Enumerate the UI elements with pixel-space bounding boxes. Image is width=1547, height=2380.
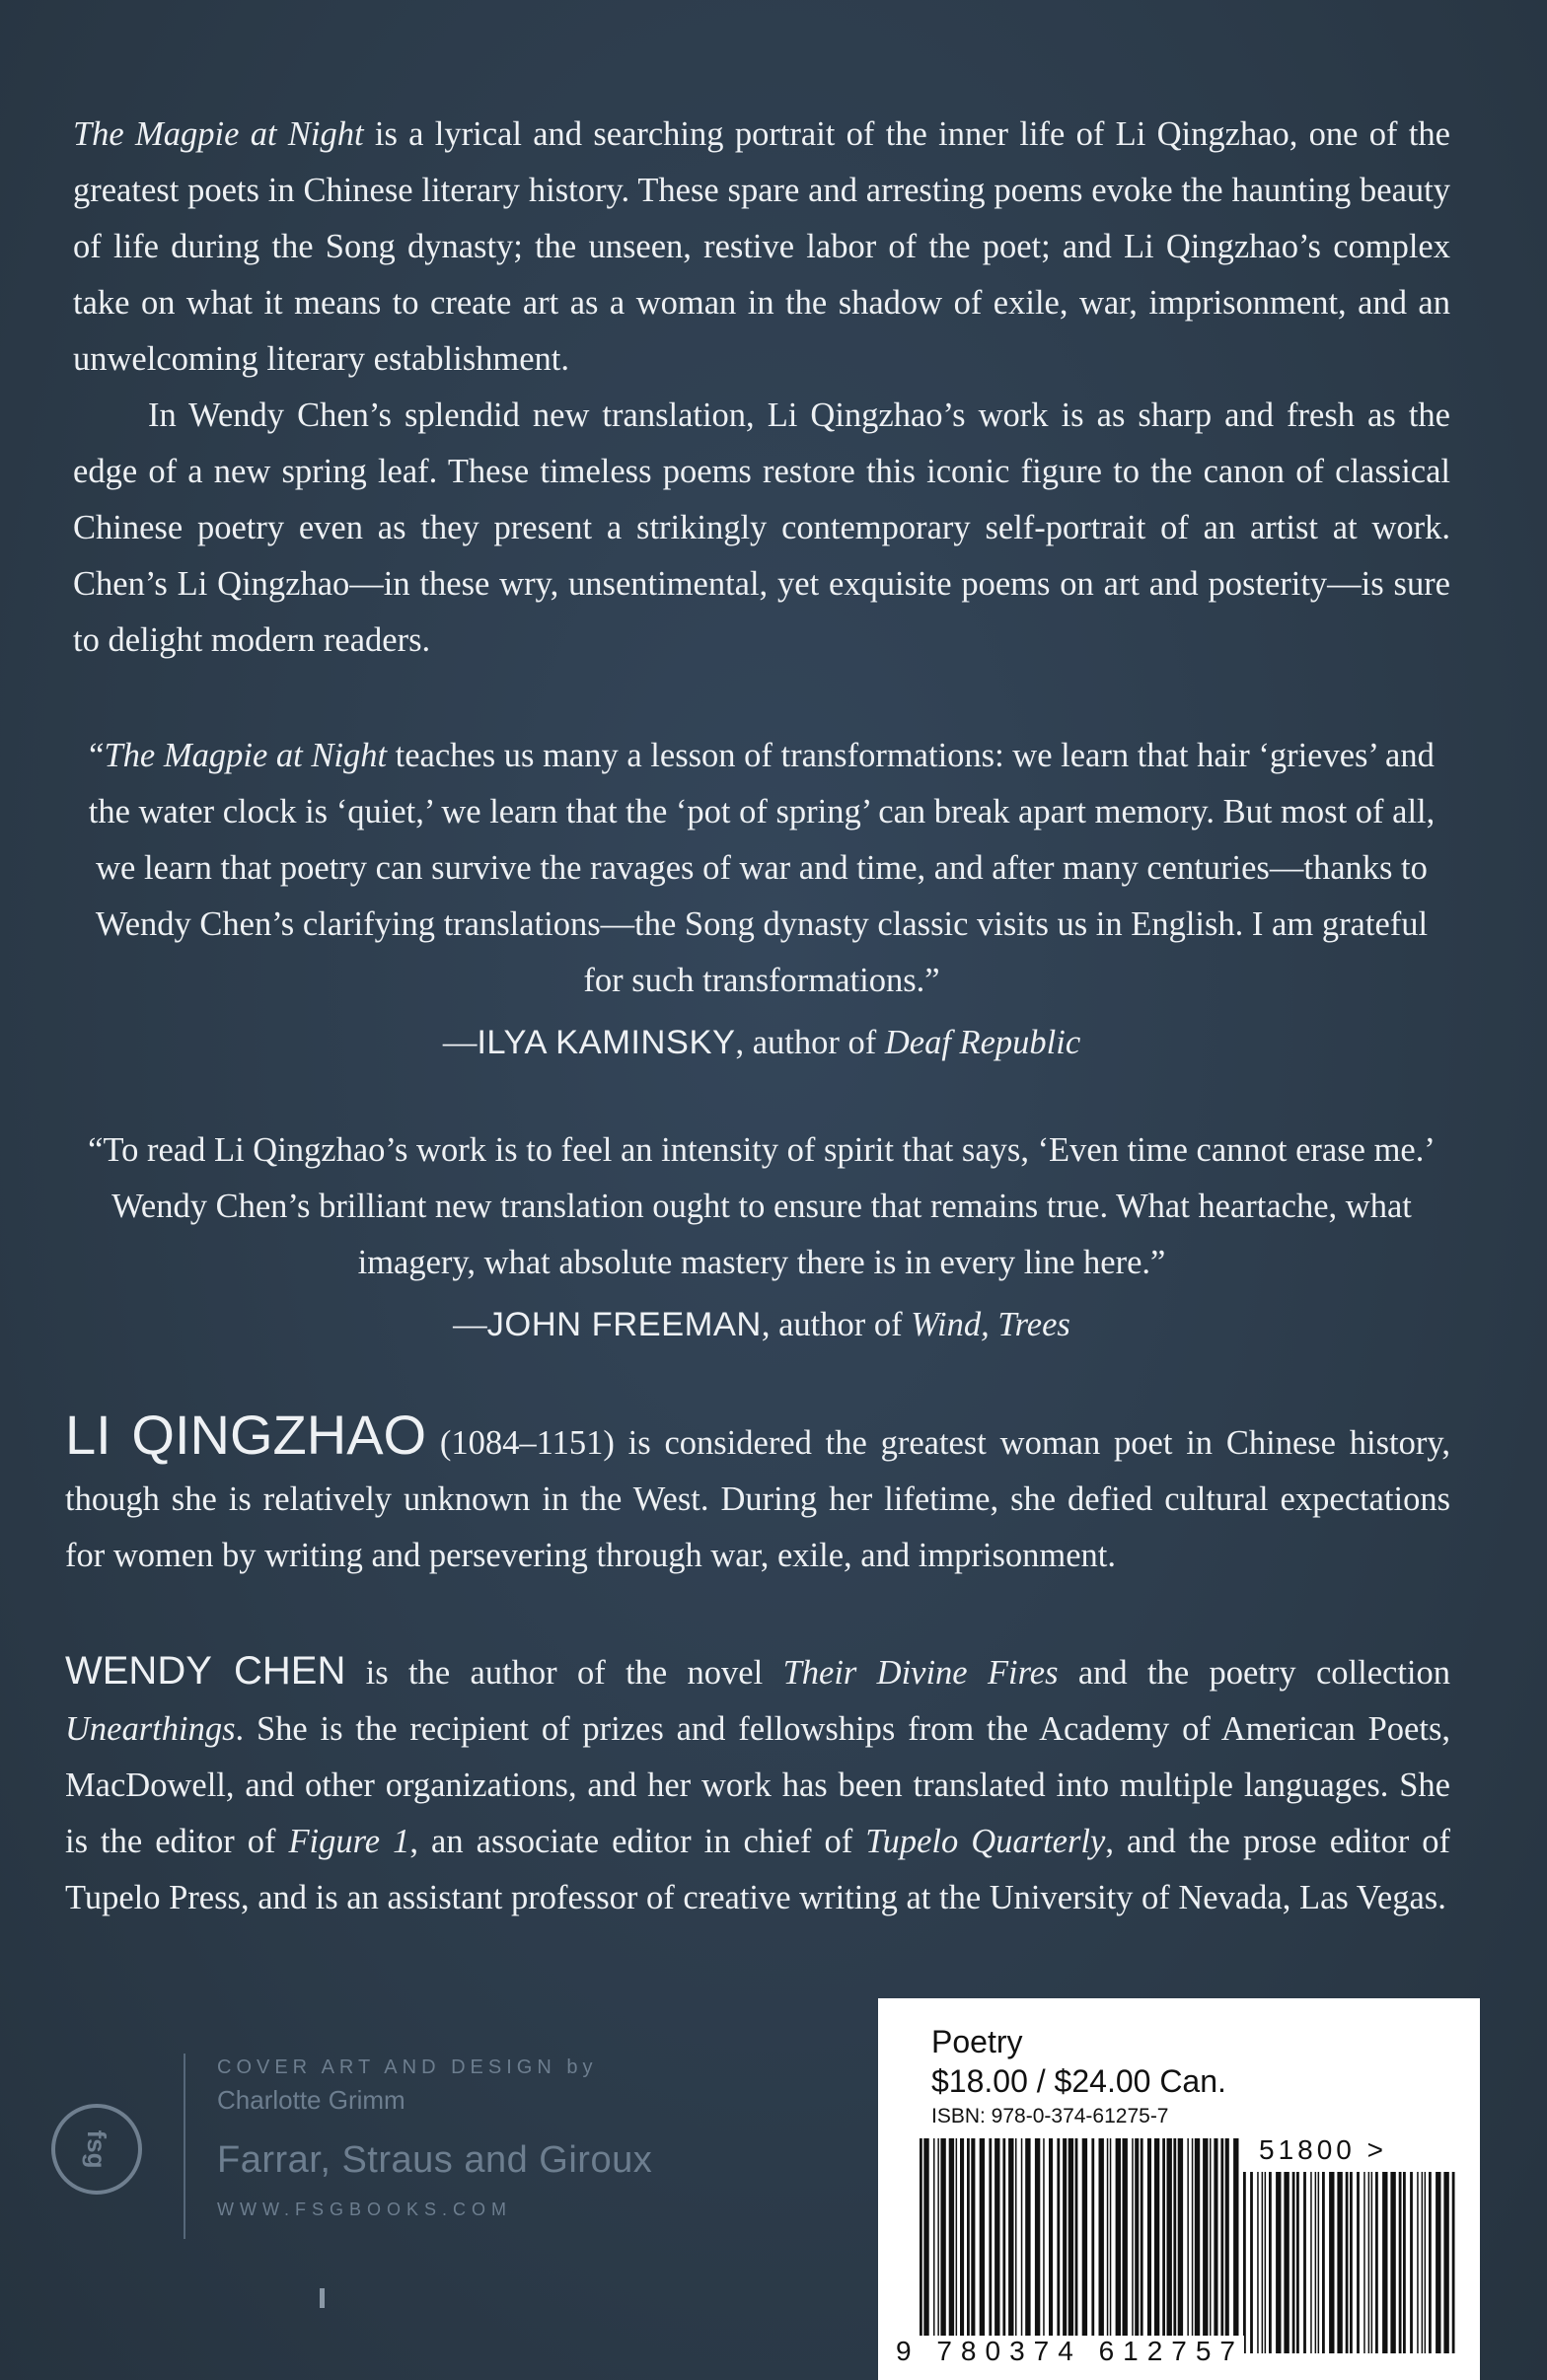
price-barcode — [1241, 2172, 1458, 2353]
barcode-bar — [1422, 2172, 1424, 2353]
barcode-bar — [1250, 2172, 1253, 2353]
barcode-bar — [1167, 2138, 1172, 2353]
publisher-logo: fsg — [51, 2104, 142, 2195]
bio-li-qingzhao: LI QINGZHAO (1084–1151) is considered the greatest woman poet in Chinese history, though she is relatively unknown in the West. During her lifetime, she defied cultural expectations for women by writing and persevering through war, exile, and imprisonment. — [65, 1404, 1451, 1574]
barcode-bar — [1002, 2138, 1005, 2353]
barcode-bar — [1429, 2172, 1432, 2353]
blurb-paragraph-2: In Wendy Chen’s splendid new translation, Li Qingzhao’s work is as sharp and fresh as the edge of a new spring leaf. These timeless poems restore this iconic figure to the canon of classical Chinese poetry even as they present a strikingly contemporary self-portrait of an artist at work. Chen’s Li Qingzhao—in these wry, unsentimental, yet exquisite poems on art and posterity—is sure to delight modern readers. — [73, 397, 1450, 659]
barcode-bar — [940, 2138, 945, 2353]
barcode-bar — [1265, 2172, 1267, 2353]
endorsement-kaminsky — [73, 728, 1450, 1071]
barcode-bar — [1075, 2138, 1078, 2353]
barcode-bar — [1425, 2172, 1427, 2353]
barcode-bar — [1021, 2138, 1023, 2353]
barcode-bar — [1154, 2138, 1159, 2353]
barcode-bar — [1132, 2138, 1134, 2353]
barcode-bar — [1008, 2138, 1013, 2353]
barcode-bar — [1346, 2172, 1349, 2353]
barcode-bar — [1135, 2138, 1139, 2353]
barcode-bar — [1410, 2172, 1413, 2353]
barcode-bar — [1025, 2138, 1030, 2353]
barcode-digits: 9 780374 612757 — [896, 2336, 1244, 2366]
barcode-bar — [1371, 2172, 1373, 2353]
barcode-bar — [1099, 2138, 1104, 2353]
barcode-bar — [1382, 2172, 1387, 2353]
isbn-barcode — [918, 2138, 1239, 2353]
barcode-bar — [1203, 2138, 1208, 2353]
barcode-bar — [937, 2138, 939, 2353]
barcode-bar — [1276, 2172, 1281, 2353]
barcode-bar — [1210, 2138, 1212, 2353]
barcode-bar — [1243, 2172, 1246, 2353]
blurb-paragraph-1: The Magpie at Night is a lyrical and searching portrait of the inner life of Li Qingzhao, one of the greatest poets in Chinese literary history. These spare and arresting poems evoke the haunting beauty of life during the Song dynasty; the unseen, restive labor of the poet; and Li Qingzhao’s complex take on what it means to create art as a woman in the shadow of exile, war, imprisonment, and an unwelcoming literary establishment. — [73, 115, 1450, 378]
barcode-bar — [1015, 2138, 1017, 2353]
endorsement-attribution: —ILYA KAMINSKY, author of Deaf Republic — [442, 1024, 1081, 1061]
barcode-bar — [1141, 2138, 1143, 2353]
barcode-bar — [1452, 2172, 1455, 2353]
barcode-bar — [1192, 2138, 1194, 2353]
barcode-bar — [1357, 2172, 1360, 2353]
barcode-bar — [1403, 2172, 1406, 2353]
barcode-bar — [1049, 2138, 1053, 2353]
endorsement-text: “To read Li Qingzhao’s work is to feel an intensity of spirit that says, ‘Even time cannot erase me.’ Wendy Chen’s brilliant new translation ought to ensure that remains true. What heartache, what imagery, what absolute mastery there is in every line here.” — [88, 1131, 1436, 1281]
barcode-bar — [994, 2138, 999, 2353]
isbn-text: ISBN: 978-0-374-61275-7 — [931, 2105, 1169, 2128]
barcode-bar — [1035, 2138, 1040, 2353]
barcode-bar — [1116, 2138, 1121, 2353]
publisher-name: Farrar, Straus and Giroux — [217, 2139, 653, 2181]
barcode-bar — [1417, 2172, 1419, 2353]
publisher-website: WWW.FSGBOOKS.COM — [217, 2200, 512, 2219]
barcode-bar — [1195, 2138, 1200, 2353]
publisher-info — [217, 2056, 652, 2220]
barcode-bar — [1173, 2138, 1176, 2353]
barcode-bar — [1322, 2172, 1325, 2353]
bio-wendy-chen: WENDY CHEN is the author of the novel Their Divine Fires and the poetry collection Unearthings. She is the recipient of prizes and fellowships from the Academy of American Poets, MacDowell, and other organizations, and her work has been translated into multiple languages. She is the editor of Figure 1, an associate editor in chief of Tupelo Quarterly, and the prose editor of Tupelo Press, and is an assistant professor of creative writing at the University of Nevada, Las Vegas. — [65, 1649, 1450, 1916]
barcode-bar — [1214, 2138, 1217, 2353]
barcode-bar — [1068, 2138, 1073, 2353]
barcode-bar — [923, 2138, 928, 2353]
barcode-bar — [1436, 2172, 1440, 2353]
barcode-bar — [1063, 2138, 1067, 2353]
barcode-bar — [989, 2138, 992, 2353]
barcode-bar — [1043, 2138, 1045, 2353]
barcode-bar — [1390, 2172, 1395, 2353]
barcode-bar — [1318, 2172, 1320, 2353]
barcode-bar — [956, 2138, 958, 2353]
barcode-bar — [1082, 2138, 1087, 2353]
barcode-bar — [1310, 2172, 1312, 2353]
cover-credit: COVER ART AND DESIGN by — [217, 2056, 598, 2078]
barcode-bar — [1399, 2172, 1402, 2353]
barcode-bar — [1269, 2172, 1272, 2353]
barcode-bar — [960, 2138, 964, 2353]
barcode-bar — [1303, 2172, 1306, 2353]
barcode-bar — [1315, 2172, 1317, 2353]
cover-designer: Charlotte Grimm — [217, 2085, 405, 2115]
barcode-bar — [949, 2138, 954, 2353]
barcode-bar — [1107, 2138, 1109, 2353]
barcode-bar — [933, 2138, 935, 2353]
barcode-bar — [967, 2138, 970, 2353]
book-blurb — [73, 107, 1450, 669]
barcode-bar — [1091, 2138, 1094, 2353]
barcode-bar — [1296, 2172, 1299, 2353]
barcode-bar — [1233, 2138, 1238, 2353]
barcode-bar — [1162, 2138, 1165, 2353]
barcode-bar — [980, 2138, 985, 2353]
barcode-bar — [1187, 2138, 1189, 2353]
barcode-bar — [1110, 2138, 1112, 2353]
barcode-bar — [1178, 2138, 1183, 2353]
barcode-bar — [1292, 2172, 1295, 2353]
barcode-bar — [1257, 2172, 1259, 2353]
price-barcode-label — [878, 1998, 1480, 2380]
stray-mark — [320, 2288, 325, 2308]
barcode-bar — [1147, 2138, 1151, 2353]
price-addon-code: 51800 > — [1259, 2134, 1387, 2165]
barcode-bar — [1220, 2138, 1223, 2353]
barcode-bar — [971, 2138, 975, 2353]
divider-line — [184, 2054, 185, 2239]
endorsement-attribution: —JOHN FREEMAN, author of Wind, Trees — [453, 1306, 1070, 1343]
author-name: LI QINGZHAO — [65, 1404, 427, 1466]
barcode-bar — [1337, 2172, 1342, 2353]
barcode-bar — [1350, 2172, 1353, 2353]
barcode-bar — [1057, 2138, 1060, 2353]
barcode-bar — [1284, 2172, 1289, 2353]
price-text: $18.00 / $24.00 Can. — [931, 2063, 1226, 2099]
genre-label: Poetry — [931, 2024, 1023, 2059]
barcode-bar — [1363, 2172, 1365, 2353]
barcode-bar — [1329, 2172, 1334, 2353]
barcode-bar — [1262, 2172, 1264, 2353]
barcode-bar — [1225, 2138, 1229, 2353]
endorsement-text: “The Magpie at Night teaches us many a lesson of transformations: we learn that hair ‘grieves’ and the water clock is ‘quiet,’ we learn that the ‘pot of spring’ can break apart memory. But most of all, we learn that poetry can survive the ravages of war and time, and after many centuries—thanks to Wendy Chen’s clarifying translations—the Song dynasty classic visits us in English. I am grateful for such transformations.” — [88, 737, 1436, 999]
barcode-bar — [920, 2138, 922, 2353]
barcode-bar — [1375, 2172, 1378, 2353]
barcode-bar — [1368, 2172, 1370, 2353]
endorsement-freeman — [73, 1122, 1450, 1353]
barcode-bar — [1123, 2138, 1128, 2353]
barcode-bar — [1443, 2172, 1448, 2353]
book-title: The Magpie at Night — [73, 115, 364, 153]
translator-name: WENDY CHEN — [65, 1649, 346, 1693]
